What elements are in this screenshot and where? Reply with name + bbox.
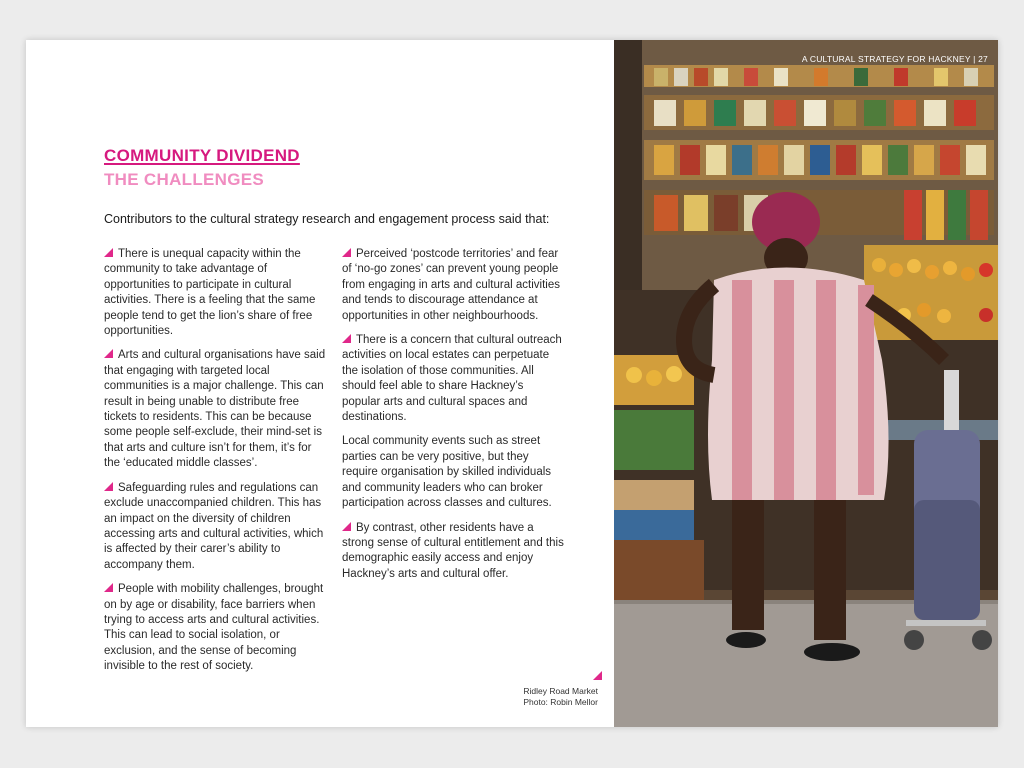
paragraph-text: By contrast, other residents have a strong sense of cultural entitlement and this demographic easily access and enjoy Hackney’s arts and cultural offer. — [342, 521, 564, 580]
page-title: COMMUNITY DIVIDEND — [104, 146, 300, 165]
text-column-2 — [342, 247, 564, 591]
triangle-marker-icon — [104, 349, 113, 358]
triangle-marker-icon — [104, 583, 113, 592]
photo-caption — [523, 686, 598, 708]
caption-triangle-icon — [593, 671, 602, 680]
left-page — [26, 40, 614, 727]
text-column-1 — [104, 247, 326, 684]
triangle-marker-icon — [342, 334, 351, 343]
triangle-marker-icon — [342, 248, 351, 257]
bullet-paragraph — [104, 582, 326, 674]
intro-text: Contributors to the cultural strategy research and engagement process said that: — [104, 212, 550, 226]
bullet-paragraph — [342, 247, 564, 324]
triangle-marker-icon — [342, 522, 351, 531]
plain-paragraph — [342, 434, 564, 511]
triangle-marker-icon — [104, 248, 113, 257]
triangle-marker-icon — [104, 482, 113, 491]
title-block — [104, 144, 300, 192]
running-header: A CULTURAL STRATEGY FOR HACKNEY | 27 — [801, 54, 988, 64]
bullet-paragraph — [104, 247, 326, 339]
paragraph-text: There is unequal capacity within the community to take advantage of opportunities to participate in cultural activities. There is a feeling that the same people tend to get the lion’s share of free opportunities. — [104, 248, 316, 338]
document-spread — [26, 40, 998, 727]
caption-location: Ridley Road Market — [523, 686, 598, 696]
page-subtitle: THE CHALLENGES — [104, 170, 265, 189]
market-photo — [614, 40, 998, 727]
paragraph-text: Safeguarding rules and regulations can exclude unaccompanied children. This has an impact on the diversity of children accessing arts and cultural activities, which is affected by their carer’s ability to accompany them. — [104, 481, 324, 571]
bullet-paragraph — [104, 348, 326, 471]
bullet-paragraph — [342, 521, 564, 583]
right-page — [614, 40, 998, 727]
caption-credit: Photo: Robin Mellor — [523, 697, 598, 707]
paragraph-text: People with mobility challenges, brought on by age or disability, face barriers when trying to access arts and cultural activities. This can lead to social isolation, or exclusion, and the sense of becoming invisible to the rest of society. — [104, 583, 324, 673]
paragraph-text: Arts and cultural organisations have said that engaging with targeted local communities is a major challenge. This can result in being unable to distribute free tickets to residents. This can be because some people self-exclude, their mind-set is that arts and culture isn’t for them, it’s for the ‘educated middle classes’. — [104, 349, 326, 470]
bullet-paragraph — [342, 333, 564, 425]
bullet-paragraph — [104, 481, 326, 573]
paragraph-text: Local community events such as street parties can be very positive, but they require organisation by skilled individuals and community leaders who can broker participation across classes and cultures. — [342, 435, 552, 510]
paragraph-text: Perceived ‘postcode territories’ and fear of ‘no-go zones’ can prevent young people from engaging in arts and cultural activities and tends to discourage attendance at opportunities in other neighbourhoods. — [342, 248, 560, 322]
paragraph-text: There is a concern that cultural outreach activities on local estates can perpetuate the isolation of those communities. All should feel able to share Hackney’s popular arts and cultural spaces and destinations. — [342, 334, 562, 424]
